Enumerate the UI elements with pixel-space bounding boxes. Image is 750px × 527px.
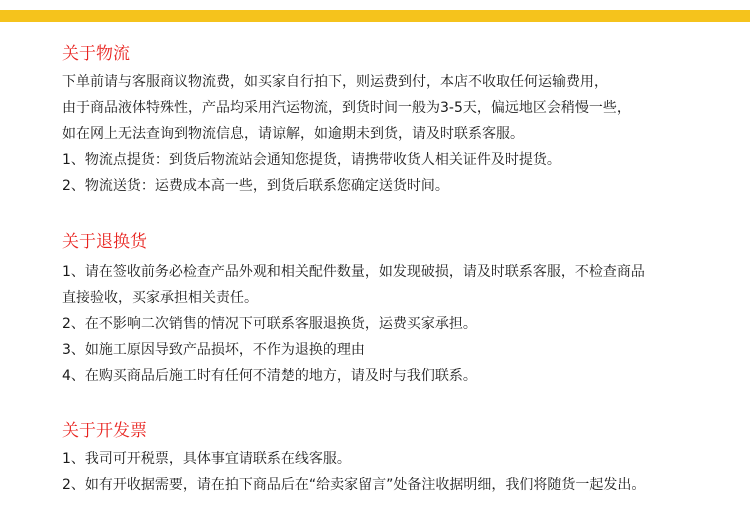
invoice-line: 1、我司可开税票，具体事宜请联系在线客服。 [62,451,351,467]
returns-section [62,232,742,389]
logistics-line: 如在网上无法查询到物流信息，请谅解，如逾期未到货，请及时联系客服。 [62,126,524,142]
invoice-line: 2、如有开收据需要，请在拍下商品后在“给卖家留言”处备注收据明细，我们将随货一起发出。 [62,477,646,493]
returns-line: 2、在不影响二次销售的情况下可联系客服退换货，运费买家承担。 [62,316,477,332]
invoice-title: 关于开发票 [62,421,147,441]
returns-text [62,259,742,389]
logistics-line: 下单前请与客服商议物流费，如买家自行拍下，则运费到付，本店不收取任何运输费用， [62,74,608,90]
invoice-section [62,421,742,498]
logistics-line: 由于商品液体特殊性，产品均采用汽运物流，到货时间一般为3-5天，偏远地区会稍慢一些， [62,100,631,116]
logistics-section [62,44,742,199]
returns-line: 1、请在签收前务必检查产品外观和相关配件数量，如发现破损，请及时联系客服，不检查商品 [62,264,645,280]
returns-title: 关于退换货 [62,232,147,252]
top-accent-bar [0,10,750,22]
invoice-text [62,446,742,498]
logistics-title: 关于物流 [62,44,130,64]
logistics-text [62,69,742,199]
logistics-line: 2、物流送货：运费成本高一些，到货后联系您确定送货时间。 [62,178,449,194]
returns-line: 3、如施工原因导致产品损坏，不作为退换的理由 [62,342,365,358]
logistics-line: 1、物流点提货：到货后物流站会通知您提货，请携带收货人相关证件及时提货。 [62,152,561,168]
returns-line: 直接验收，买家承担相关责任。 [62,290,258,306]
returns-line: 4、在购买商品后施工时有任何不清楚的地方，请及时与我们联系。 [62,368,477,384]
